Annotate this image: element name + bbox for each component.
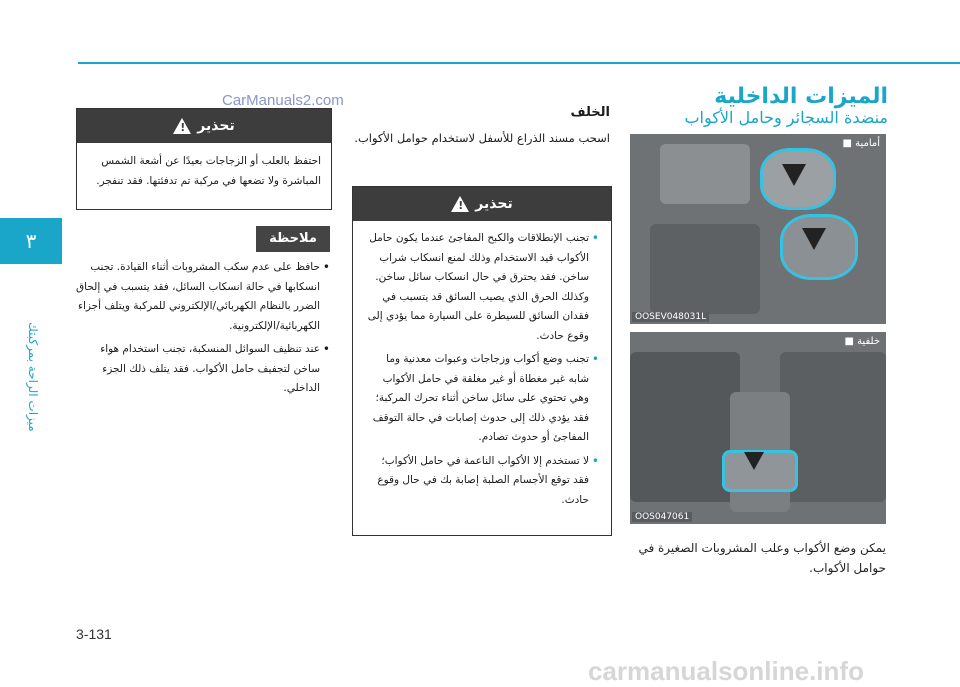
chapter-label: ميزات الراحة بمركبتك xyxy=(26,322,40,432)
arrow-down-icon xyxy=(802,228,826,250)
chapter-tab: ٣ xyxy=(0,218,62,264)
warning-title: تحذير xyxy=(475,196,513,212)
photo-code-front: OOSEV048031L xyxy=(632,312,709,322)
photo-tag-front: أمامية ■ xyxy=(842,138,880,149)
note-item: • عند تنظيف السوائل المنسكبة، تجنب استخدام هواء ساخن لتجفيف حامل الأكواب. فقد يتلف ذلك الجزء الداخلي. xyxy=(76,340,330,399)
note-list xyxy=(76,258,330,403)
arrow-down-icon xyxy=(782,164,806,186)
photo-tag-rear: خلفية ■ xyxy=(844,336,880,347)
warning-text: احتفظ بالعلب أو الزجاجات بعيدًا عن أشعة الشمس المباشرة ولا تضعها في مركبة تم تدفئتها. فقد تنفجر. xyxy=(96,155,321,187)
front-cupholder-photo xyxy=(630,134,886,324)
header-rule xyxy=(78,62,960,64)
rear-cupholder-photo xyxy=(630,332,886,524)
section-subtitle: منضدة السجائر وحامل الأكواب xyxy=(684,108,888,127)
rear-text: اسحب مسند الذراع للأسفل لاستخدام حوامل الأكواب. xyxy=(354,131,610,145)
warning-item: • تجنب الإنطلاقات والكبح المفاجئ عندما يكون حامل الأكواب قيد الاستخدام وذلك لمنع انسكاب شراب ساخن. فقد يحترق في حال انسكاب سائل ساخن. وكذلك الحرق الذي يصيب السائق قد يتسبب في فقدان السائق للسيطرة على السيارة مما يؤدي إلى وقوع حادث. xyxy=(363,229,599,346)
footer-watermark: carmanualsonline.info xyxy=(588,656,864,686)
page-number: 3-131 xyxy=(76,626,112,642)
warning-triangle-icon: ! xyxy=(173,118,191,134)
warning-header xyxy=(353,187,611,221)
console-surface xyxy=(660,144,750,204)
warning-header xyxy=(77,109,331,143)
watermark: CarManuals2.com xyxy=(222,92,344,109)
note-item: • حافظ على عدم سكب المشروبات أثناء القيادة. تجنب انسكابها في حالة انسكاب السائل، فقد يتسبب في إلحاق الضرر بالنظام الكهربائي/الإلكتروني للمركبة ويتلف أجزاء الكهربائية/الإلكترونية. xyxy=(76,258,330,336)
rear-heading: الخلف xyxy=(570,105,610,120)
warning-box-side xyxy=(76,108,332,210)
warning-item: • لا تستخدم إلا الأكواب الناعمة في حامل الأكواب؛ فقد توقع الأجسام الصلبة إصابة بك في حال وقوع حادث. xyxy=(363,452,599,511)
console-buttons xyxy=(650,224,760,314)
photo-code-rear: OOS047061 xyxy=(632,512,692,522)
section-title: الميزات الداخلية xyxy=(714,84,888,109)
warning-item: • تجنب وضع أكواب وزجاجات وعبوات معدنية وما شابه غير مغطاة أو غير مغلقة في حامل الأكواب وهي تحتوي على سائل ساخن أثناء تحرك المركبة؛ فقد يؤدي ذلك إلى حدوث إصابات في حالة التوقف المفاجئ أو حدوث تصادم. xyxy=(363,350,599,448)
note-header: ملاحظة xyxy=(256,226,330,252)
warning-list xyxy=(353,221,611,522)
arrow-down-icon xyxy=(744,452,764,470)
warning-title: تحذير xyxy=(197,118,235,134)
warning-triangle-icon: ! xyxy=(451,196,469,212)
warning-box-main xyxy=(352,186,612,536)
photo-caption: يمكن وضع الأكواب وعلب المشروبات الصغيرة في حوامل الأكواب. xyxy=(638,541,886,575)
